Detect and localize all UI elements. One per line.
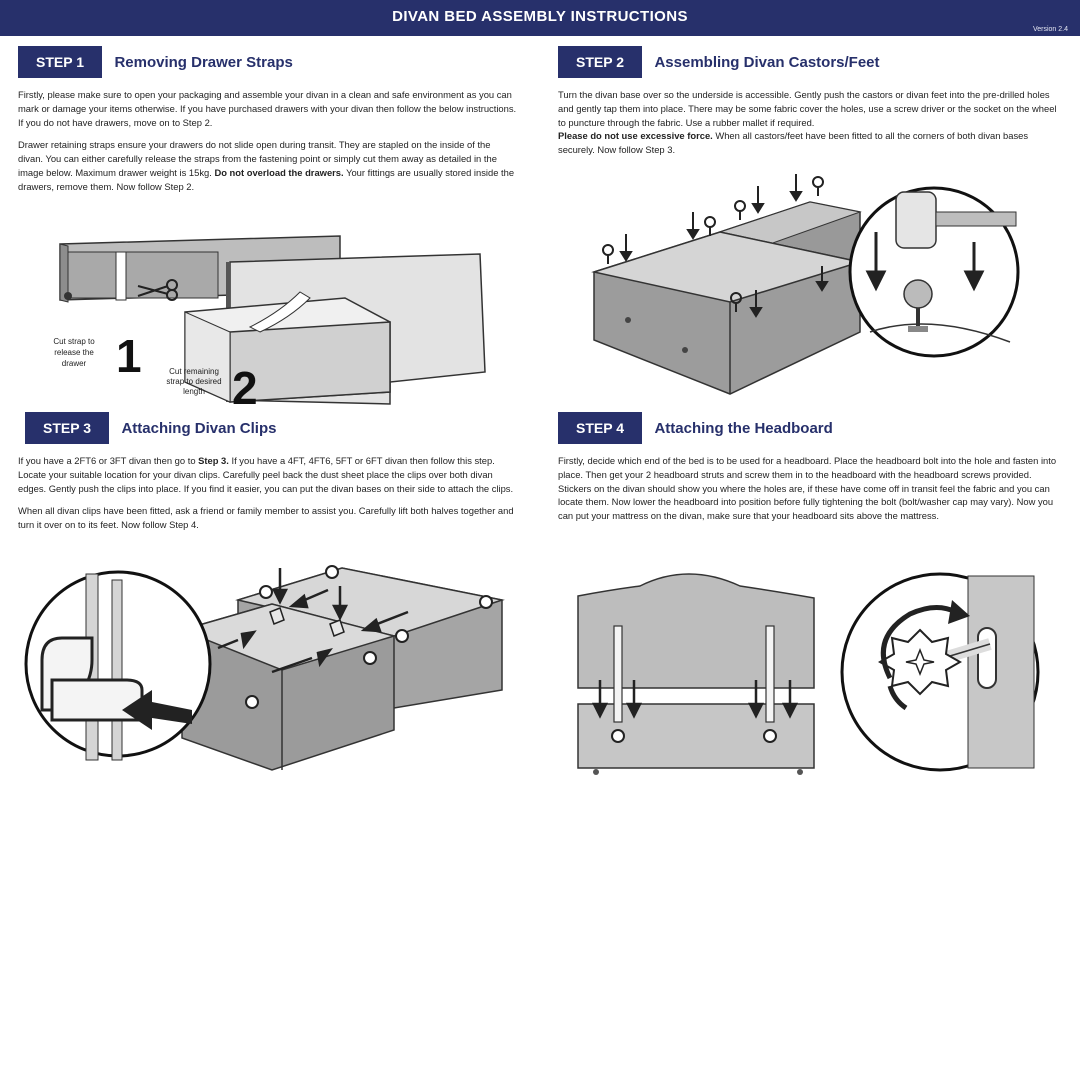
- step-3-badge: STEP 3: [25, 412, 109, 444]
- callout-2-number: 2: [232, 362, 258, 412]
- step-4-badge: STEP 4: [558, 412, 642, 444]
- page-header: [0, 0, 1080, 36]
- version-label: Version 2.4: [1032, 26, 1068, 33]
- step-1-text: [18, 88, 518, 203]
- step-4-paragraph-1: Firstly, decide which end of the bed is to be used for a headboard. Place the headboard bolt into the hole and fasten into place. Then get your 2 headboard struts and screw them in to the headboard with the headboard screws provided.: [558, 455, 1057, 480]
- callout-1-line-1: Cut strap to: [53, 337, 95, 346]
- callout-2-line-2: strap to desired: [166, 377, 222, 386]
- bolt-knob-icon: [880, 630, 960, 694]
- page-title: DIVAN BED ASSEMBLY INSTRUCTIONS: [392, 8, 688, 25]
- step-1-badge: STEP 1: [18, 46, 102, 78]
- step-3-paragraph-2: When all divan clips have been fitted, ask a friend or family member to assist you. Carefully lift both halves together and turn it over on to its feet. Now follow Step 4.: [18, 505, 514, 531]
- step-4-text: [558, 454, 1060, 532]
- step-1-paragraph-1: Firstly, please make sure to open your packaging and assemble your divan in a clean and safe environment as you can mark or damage your items otherwise. If you have purchased drawers with your divan then follow the below instructions. If you do not have drawers, move on to Step 2.: [18, 89, 517, 128]
- step-3-text: [18, 454, 518, 541]
- step-4-paragraph-2: Stickers on the divan should show you where the holes are, if these have come off in transit feel the fabric and you can locate them. Now lower the headboard into position before fully tightening the bolt (bolt/washer cap may vary). Now you can put your mattress on the divan, make sure that your headboard sits above the mattress.: [558, 482, 1054, 522]
- step-2-title: Assembling Divan Castors/Feet: [654, 53, 880, 71]
- step-4-title: Attaching the Headboard: [654, 419, 833, 437]
- callout-1-line-3: drawer: [61, 359, 87, 368]
- step-4-header: [558, 412, 833, 444]
- callout-1-line-2: release the: [54, 348, 94, 357]
- callout-1-number: 1: [116, 330, 142, 382]
- step-2-header: [558, 46, 880, 78]
- callout-2-line-3: length: [183, 387, 205, 396]
- step-3-title: Attaching Divan Clips: [121, 419, 277, 437]
- step-2-illustration: [590, 172, 1030, 402]
- step-3-illustration: [22, 560, 512, 772]
- step-2-paragraph-2: Please do not use excessive force. When all castors/feet have been fitted to all the corners of both divan bases securely. Now follow Step 3.: [558, 130, 1029, 156]
- step-2-text: [558, 88, 1058, 166]
- step-1-title: Removing Drawer Straps: [114, 53, 293, 71]
- step-2-badge: STEP 2: [558, 46, 642, 78]
- callout-2-line-1: Cut remaining: [169, 367, 219, 376]
- step-1-header: [18, 46, 293, 78]
- step-4-illustration: [570, 568, 1060, 778]
- step-3-paragraph-1: If you have a 2FT6 or 3FT divan then go to Step 3. If you have a 4FT, 4FT6, 5FT or 6FT divan then follow this step. Locate your suitable location for your divan clips. Carefully peel back the dust sheet place the clips over both divan edges. Gently push the clips into place. If you find it easier, you can put the divan bases on their side to attach the clips.: [18, 455, 514, 494]
- step-1-paragraph-2: Drawer retaining straps ensure your drawers do not slide open during transit. They are stapled on the inside of the divan. You can either carefully release the straps from the fastening point or simply cut them away as detailed in the image below. Maximum drawer weight is 15kg. Do not overload the drawers. Your fittings are usually stored inside the drawers, remove them. Now follow Step 2.: [18, 139, 515, 192]
- step-2-paragraph-1: Turn the divan base over so the underside is accessible. Gently push the castors or divan feet into the pre-drilled holes and gently tap them into place. There may be some fabric cover the holes, use a screw driver or the socket on the wheel to puncture through the fabric. Use a rubber mallet if required.: [558, 89, 1057, 128]
- step-3-header: [25, 412, 276, 444]
- step-1-illustration: [40, 232, 500, 412]
